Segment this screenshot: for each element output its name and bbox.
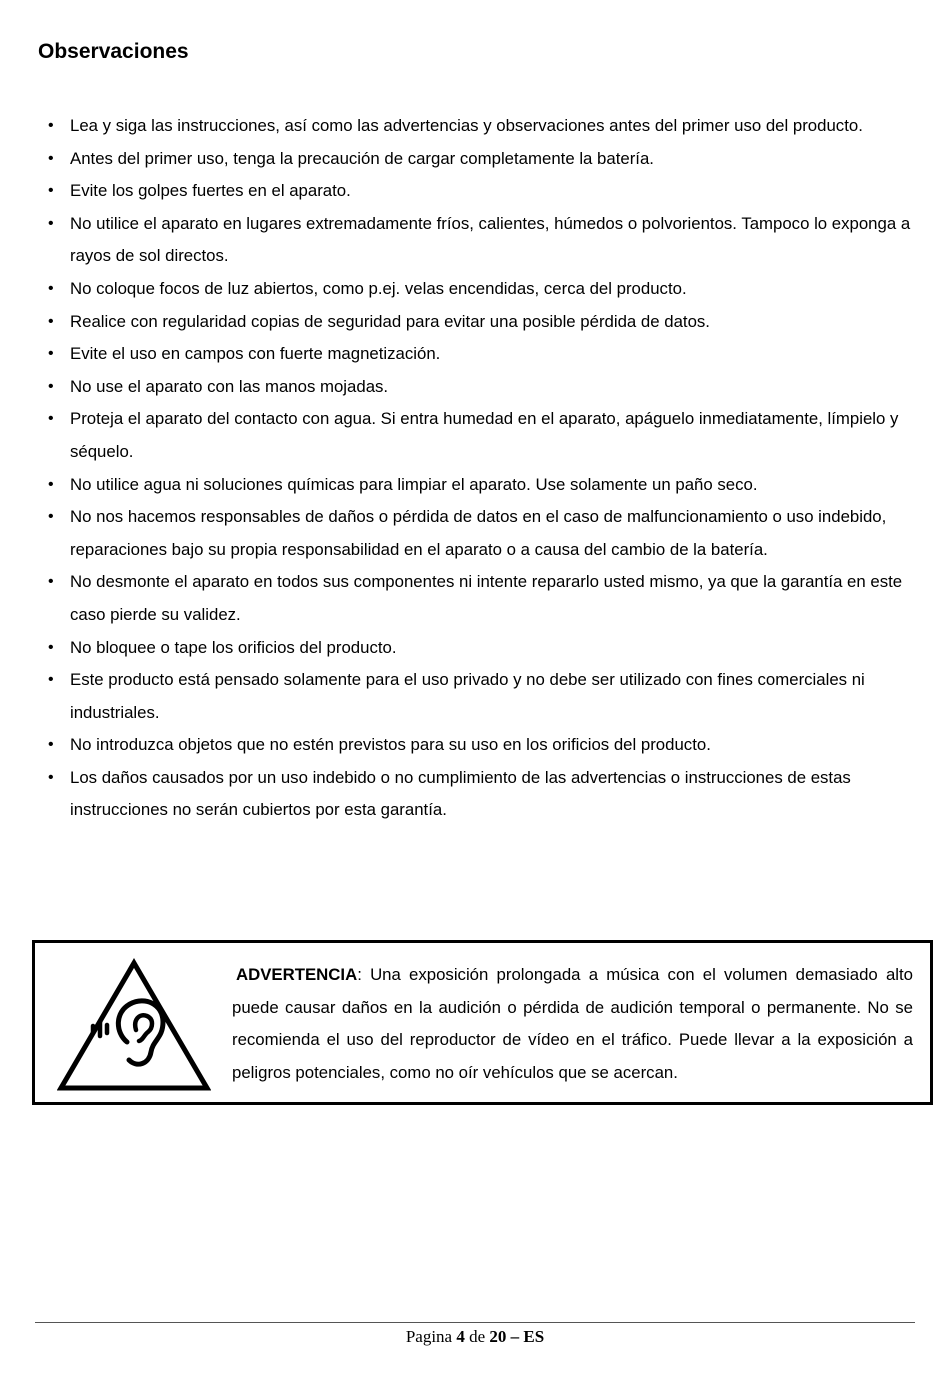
footer-middle: de — [464, 1327, 490, 1346]
list-item — [45, 469, 915, 502]
footer-language: ES — [523, 1327, 545, 1346]
bullet-icon: • — [48, 117, 54, 134]
list-item-text: Evite los golpes fuertes en el aparato. — [70, 181, 351, 201]
bullet-icon: • — [48, 214, 54, 232]
list-item-text: Proteja el aparato del contacto con agua. Si entra humedad en el aparato, apáguelo inmediatamente, límpielo y séquelo. — [70, 409, 899, 461]
footer-divider — [35, 1322, 915, 1323]
list-item — [45, 110, 915, 143]
list-item — [45, 273, 915, 306]
bullet-icon: • — [48, 573, 54, 591]
list-item-text: Lea y siga las instrucciones, así como las advertencias y observaciones antes del primer uso del producto. — [70, 116, 863, 135]
bullet-icon: • — [48, 312, 54, 330]
list-item — [45, 664, 915, 729]
list-item-text: Antes del primer uso, tenga la precaución de cargar completamente la batería. — [70, 148, 654, 168]
footer-prefix: Pagina — [405, 1327, 457, 1346]
list-item-text: Realice con regularidad copias de seguridad para evitar una posible pérdida de datos. — [70, 311, 710, 331]
list-item-text: No introduzca objetos que no estén previstos para su uso en los orificios del producto. — [70, 735, 711, 755]
bullet-icon: • — [48, 736, 54, 754]
bullet-icon: • — [48, 182, 54, 200]
bullet-icon: • — [48, 475, 54, 493]
list-item-text: Los daños causados por un uso indebido o no cumplimiento de las advertencias o instrucciones de estas instrucciones no serán cubiertos por esta garantía. — [70, 767, 851, 820]
list-item — [45, 632, 915, 665]
bullet-icon: • — [48, 410, 54, 428]
observations-list — [45, 110, 915, 827]
list-item-text: No bloquee o tape los orificios del producto. — [70, 637, 397, 657]
list-item — [45, 306, 915, 339]
list-item-text: No utilice el aparato en lugares extremadamente fríos, calientes, húmedos o polvorientos. Tampoco lo exponga a rayos de sol directos. — [70, 213, 911, 266]
list-item — [45, 208, 915, 273]
warning-box — [32, 940, 933, 1105]
list-item — [45, 338, 915, 371]
list-item — [45, 566, 915, 631]
list-item-text: No nos hacemos responsables de daños o pérdida de datos en el caso de malfuncionamiento o uso indebido, reparaciones bajo su propia responsabilidad en el aparato o a causa del cambio de la batería. — [70, 507, 887, 559]
hearing-warning-triangle-icon — [57, 958, 211, 1092]
list-item-text: No use el aparato con las manos mojadas. — [70, 376, 389, 396]
bullet-icon: • — [48, 149, 54, 167]
list-item-text: No desmonte el aparato en todos sus componentes ni intente repararlo usted mismo, ya que la garantía en este caso pierde su validez. — [70, 572, 903, 624]
footer-total-pages: 20 — [489, 1327, 507, 1346]
bullet-icon: • — [48, 345, 54, 363]
list-item — [45, 729, 915, 762]
list-item-text: No utilice agua ni soluciones químicas para limpiar el aparato. Use solamente un paño seco. — [70, 474, 758, 494]
bullet-icon: • — [48, 768, 54, 786]
bullet-icon: • — [48, 671, 54, 689]
list-item — [45, 501, 915, 566]
warning-label: ADVERTENCIA — [236, 965, 358, 984]
list-item — [45, 403, 915, 468]
bullet-icon: • — [48, 638, 54, 656]
list-item-text: No coloque focos de luz abiertos, como p.ej. velas encendidas, cerca del producto. — [70, 278, 687, 298]
warning-body: : Una exposición prolongada a música con el volumen demasiado alto puede causar daños en la audición o pérdida de audición temporal o permanente. No se recomienda el uso del reproductor de vídeo en el tráfico. Puede llevar a la exposición a peligros potenciales, como no oír vehículos que se acercan. — [232, 965, 913, 1083]
list-item — [45, 143, 915, 176]
bullet-icon: • — [48, 508, 54, 526]
list-item-text: Este producto está pensado solamente para el uso privado y no debe ser utilizado con fines comerciales ni industriales. — [70, 670, 865, 722]
page-footer — [0, 1327, 950, 1347]
list-item-text: Evite el uso en campos con fuerte magnetización. — [70, 344, 441, 364]
footer-separator: – — [506, 1327, 524, 1346]
page-title: Observaciones — [38, 40, 189, 63]
warning-text — [232, 959, 913, 1090]
list-item — [45, 762, 915, 827]
bullet-icon: • — [48, 279, 54, 297]
bullet-icon: • — [48, 377, 54, 395]
footer-page-number: 4 — [456, 1327, 465, 1346]
list-item — [45, 175, 915, 208]
list-item — [45, 371, 915, 404]
